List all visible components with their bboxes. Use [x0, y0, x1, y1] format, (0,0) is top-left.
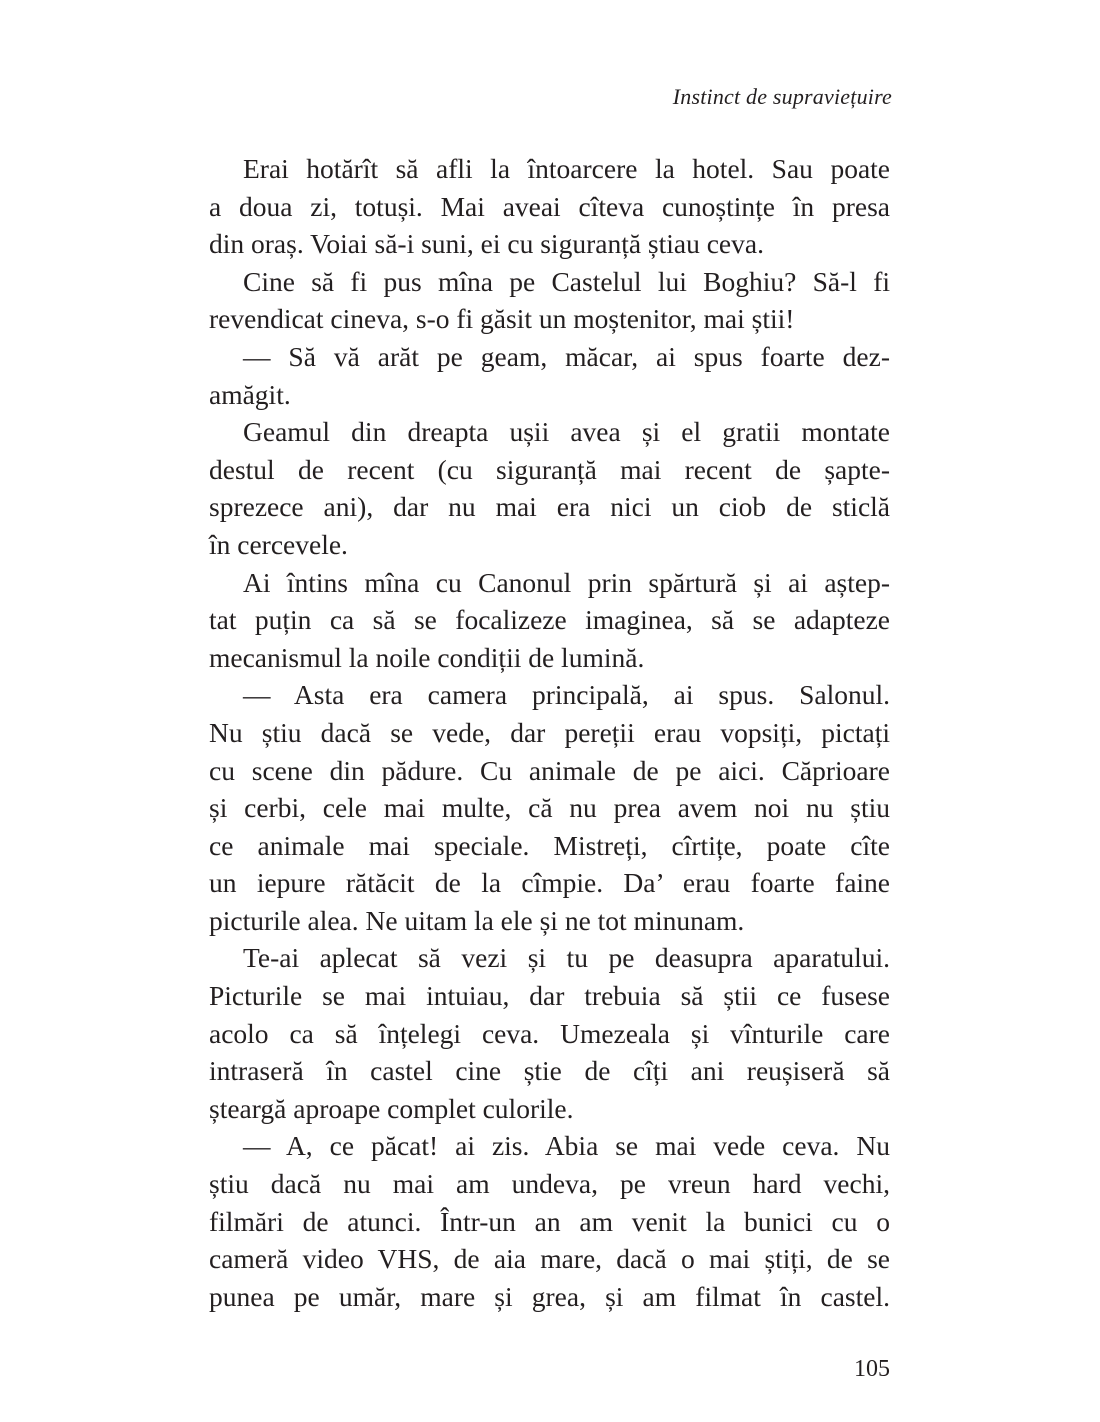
text-line	[209, 300, 890, 338]
text-line	[209, 451, 890, 489]
paragraph-first-line	[209, 939, 890, 977]
text-line	[209, 789, 890, 827]
paragraph-first-line	[209, 413, 890, 451]
text-line	[209, 864, 890, 902]
page-number: 105	[854, 1356, 890, 1382]
line-text: filmări de atunci. Într-un an am venit la bunici cu o	[209, 1205, 890, 1237]
text-line	[209, 1203, 890, 1241]
body-text	[209, 150, 890, 1315]
line-text: ce animale mai speciale. Mistreți, cîrtițe, poate cîte	[209, 829, 890, 861]
text-line	[209, 1015, 890, 1053]
text-line	[209, 902, 890, 940]
line-text: Picturile se mai intuiau, dar trebuia să știi ce fusese	[209, 980, 890, 1012]
text-line	[209, 827, 890, 865]
paragraph-first-line	[209, 1127, 890, 1165]
line-text: Geamul din dreapta ușii avea și el gratii montate	[243, 416, 890, 448]
line-text: Erai hotărît să afli la întoarcere la hotel. Sau poate	[243, 153, 890, 184]
text-line	[209, 1052, 890, 1090]
paragraph-first-line	[209, 338, 890, 376]
text-line	[209, 601, 890, 639]
text-line	[209, 188, 890, 226]
line-text: mecanismul la noile condiții de lumină.	[209, 641, 645, 673]
text-line	[209, 526, 890, 564]
text-line	[209, 225, 890, 263]
line-text: amăgit.	[209, 378, 291, 410]
paragraph-first-line	[209, 263, 890, 301]
text-line	[209, 714, 890, 752]
line-text: punea pe umăr, mare și grea, și am filmat în castel.	[209, 1280, 890, 1312]
line-text: — Să vă arăt pe geam, măcar, ai spus foarte dez-	[243, 340, 890, 372]
paragraph-first-line	[209, 150, 890, 188]
paragraph-first-line	[209, 564, 890, 602]
line-text: Nu știu dacă se vede, dar pereții erau vopsiți, pictați	[209, 716, 890, 748]
line-text: un iepure rătăcit de la cîmpie. Da’ erau foarte faine	[209, 867, 890, 899]
line-text: Te-ai aplecat să vezi și tu pe deasupra aparatului.	[243, 942, 890, 974]
text-line	[209, 1165, 890, 1203]
running-head-title: Instinct de supraviețuire	[672, 84, 892, 109]
text-line	[209, 1240, 890, 1278]
line-text: șteargă aproape complet culorile.	[209, 1092, 574, 1124]
line-text: sprezece ani), dar nu mai era nici un ciob de sticlă	[209, 491, 890, 523]
line-text: a doua zi, totuși. Mai aveai cîteva cunoștințe în presa	[209, 190, 890, 222]
line-text: și cerbi, cele mai multe, că nu prea avem noi nu știu	[209, 792, 890, 824]
line-text: acolo ca să înțelegi ceva. Umezeala și vînturile care	[209, 1017, 890, 1049]
text-line	[209, 977, 890, 1015]
line-text: — Asta era camera principală, ai spus. Salonul.	[243, 679, 890, 711]
line-text: — A, ce păcat! ai zis. Abia se mai vede ceva. Nu	[243, 1130, 890, 1162]
line-text: intraseră în castel cine știe de cîți ani reușiseră să	[209, 1055, 890, 1087]
line-text: Ai întins mîna cu Canonul prin spărtură și ai aștep-	[243, 566, 890, 598]
line-text: tat puțin ca să se focalizeze imaginea, să se adapteze	[209, 604, 890, 636]
line-text: destul de recent (cu siguranță mai recent de șapte-	[209, 453, 890, 485]
line-text: picturile alea. Ne uitam la ele și ne tot minunam.	[209, 904, 745, 936]
line-text: cu scene din pădure. Cu animale de pe aici. Căprioare	[209, 754, 890, 786]
line-text: din oraș. Voiai să-i suni, ei cu siguranță știau ceva.	[209, 228, 764, 260]
text-line	[209, 376, 890, 414]
line-text: Cine să fi pus mîna pe Castelul lui Boghiu? Să-l fi	[243, 265, 890, 297]
line-text: în cercevele.	[209, 528, 348, 560]
text-line	[209, 1278, 890, 1316]
text-line	[209, 639, 890, 677]
paragraph-first-line	[209, 676, 890, 714]
text-line	[209, 752, 890, 790]
text-line	[209, 1090, 890, 1128]
text-line	[209, 488, 890, 526]
line-text: revendicat cineva, s-o fi găsit un moștenitor, mai știi!	[209, 303, 795, 335]
line-text: cameră video VHS, de aia mare, dacă o mai știți, de se	[209, 1243, 890, 1275]
line-text: știu dacă nu mai am undeva, pe vreun hard vechi,	[209, 1168, 890, 1200]
